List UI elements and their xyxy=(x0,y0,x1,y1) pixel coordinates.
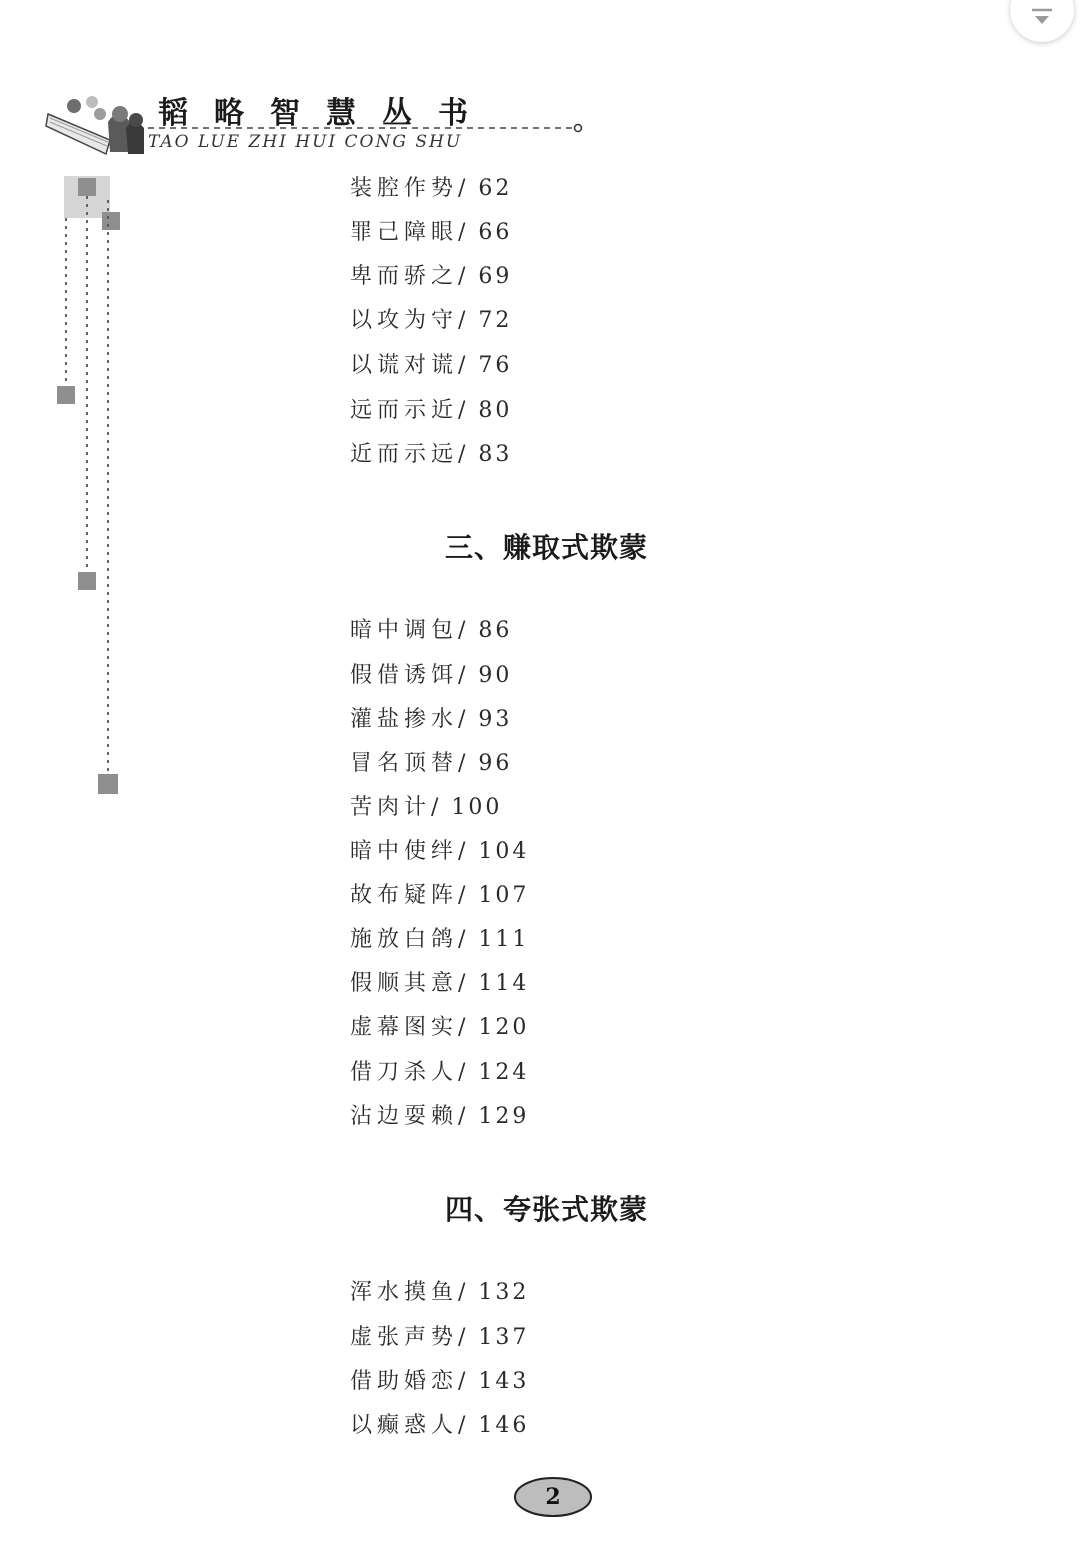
toc-entry[interactable]: 罪己障眼/ 66 xyxy=(350,220,513,245)
toc-entry[interactable]: 暗中调包/ 86 xyxy=(350,618,513,643)
page-number-badge xyxy=(512,1474,594,1520)
section-heading: 三、赚取式欺蒙 xyxy=(445,531,649,564)
toc-entry[interactable]: 近而示远/ 83 xyxy=(350,442,513,467)
series-title: 韬略智慧丛书 xyxy=(158,96,494,131)
toc-entry[interactable]: 施放白鸽/ 111 xyxy=(350,927,530,952)
toc-entry[interactable]: 以谎对谎/ 76 xyxy=(350,353,513,378)
toc-entry[interactable]: 苦肉计/ 100 xyxy=(350,795,503,820)
toc-entry[interactable]: 借刀杀人/ 124 xyxy=(350,1060,530,1085)
toc-entry[interactable]: 远而示近/ 80 xyxy=(350,398,513,423)
side-ornament xyxy=(40,170,180,810)
toc-entry[interactable]: 虚张声势/ 137 xyxy=(350,1325,530,1350)
toc-entry[interactable]: 借助婚恋/ 143 xyxy=(350,1369,530,1394)
toc-entry[interactable]: 冒名顶替/ 96 xyxy=(350,751,513,776)
toc-entry[interactable]: 以癫惑人/ 146 xyxy=(350,1413,530,1438)
toc-entry[interactable]: 灌盐掺水/ 93 xyxy=(350,707,513,732)
section-heading: 四、夸张式欺蒙 xyxy=(445,1193,649,1226)
toc-entry[interactable]: 卑而骄之/ 69 xyxy=(350,264,513,289)
toc-entry[interactable]: 故布疑阵/ 107 xyxy=(350,883,530,908)
series-pinyin: TAO LUE ZHI HUI CONG SHU xyxy=(148,132,463,152)
page-number: 2 xyxy=(545,1484,561,1510)
toc-entry[interactable]: 浑水摸鱼/ 132 xyxy=(350,1280,530,1305)
scroll-button[interactable] xyxy=(1010,0,1074,42)
toc-entry[interactable]: 虚幕图实/ 120 xyxy=(350,1015,530,1040)
toc-entry[interactable]: 假顺其意/ 114 xyxy=(350,971,530,996)
toc-entry[interactable]: 假借诱饵/ 90 xyxy=(350,663,513,688)
chevron-down-icon xyxy=(1010,0,1074,42)
series-header xyxy=(40,84,600,174)
toc-entry[interactable]: 暗中使绊/ 104 xyxy=(350,839,530,864)
toc-entry[interactable]: 沾边耍赖/ 129 xyxy=(350,1104,530,1129)
toc-entry[interactable]: 以攻为守/ 72 xyxy=(350,308,513,333)
toc-entry[interactable]: 装腔作势/ 62 xyxy=(350,176,513,201)
